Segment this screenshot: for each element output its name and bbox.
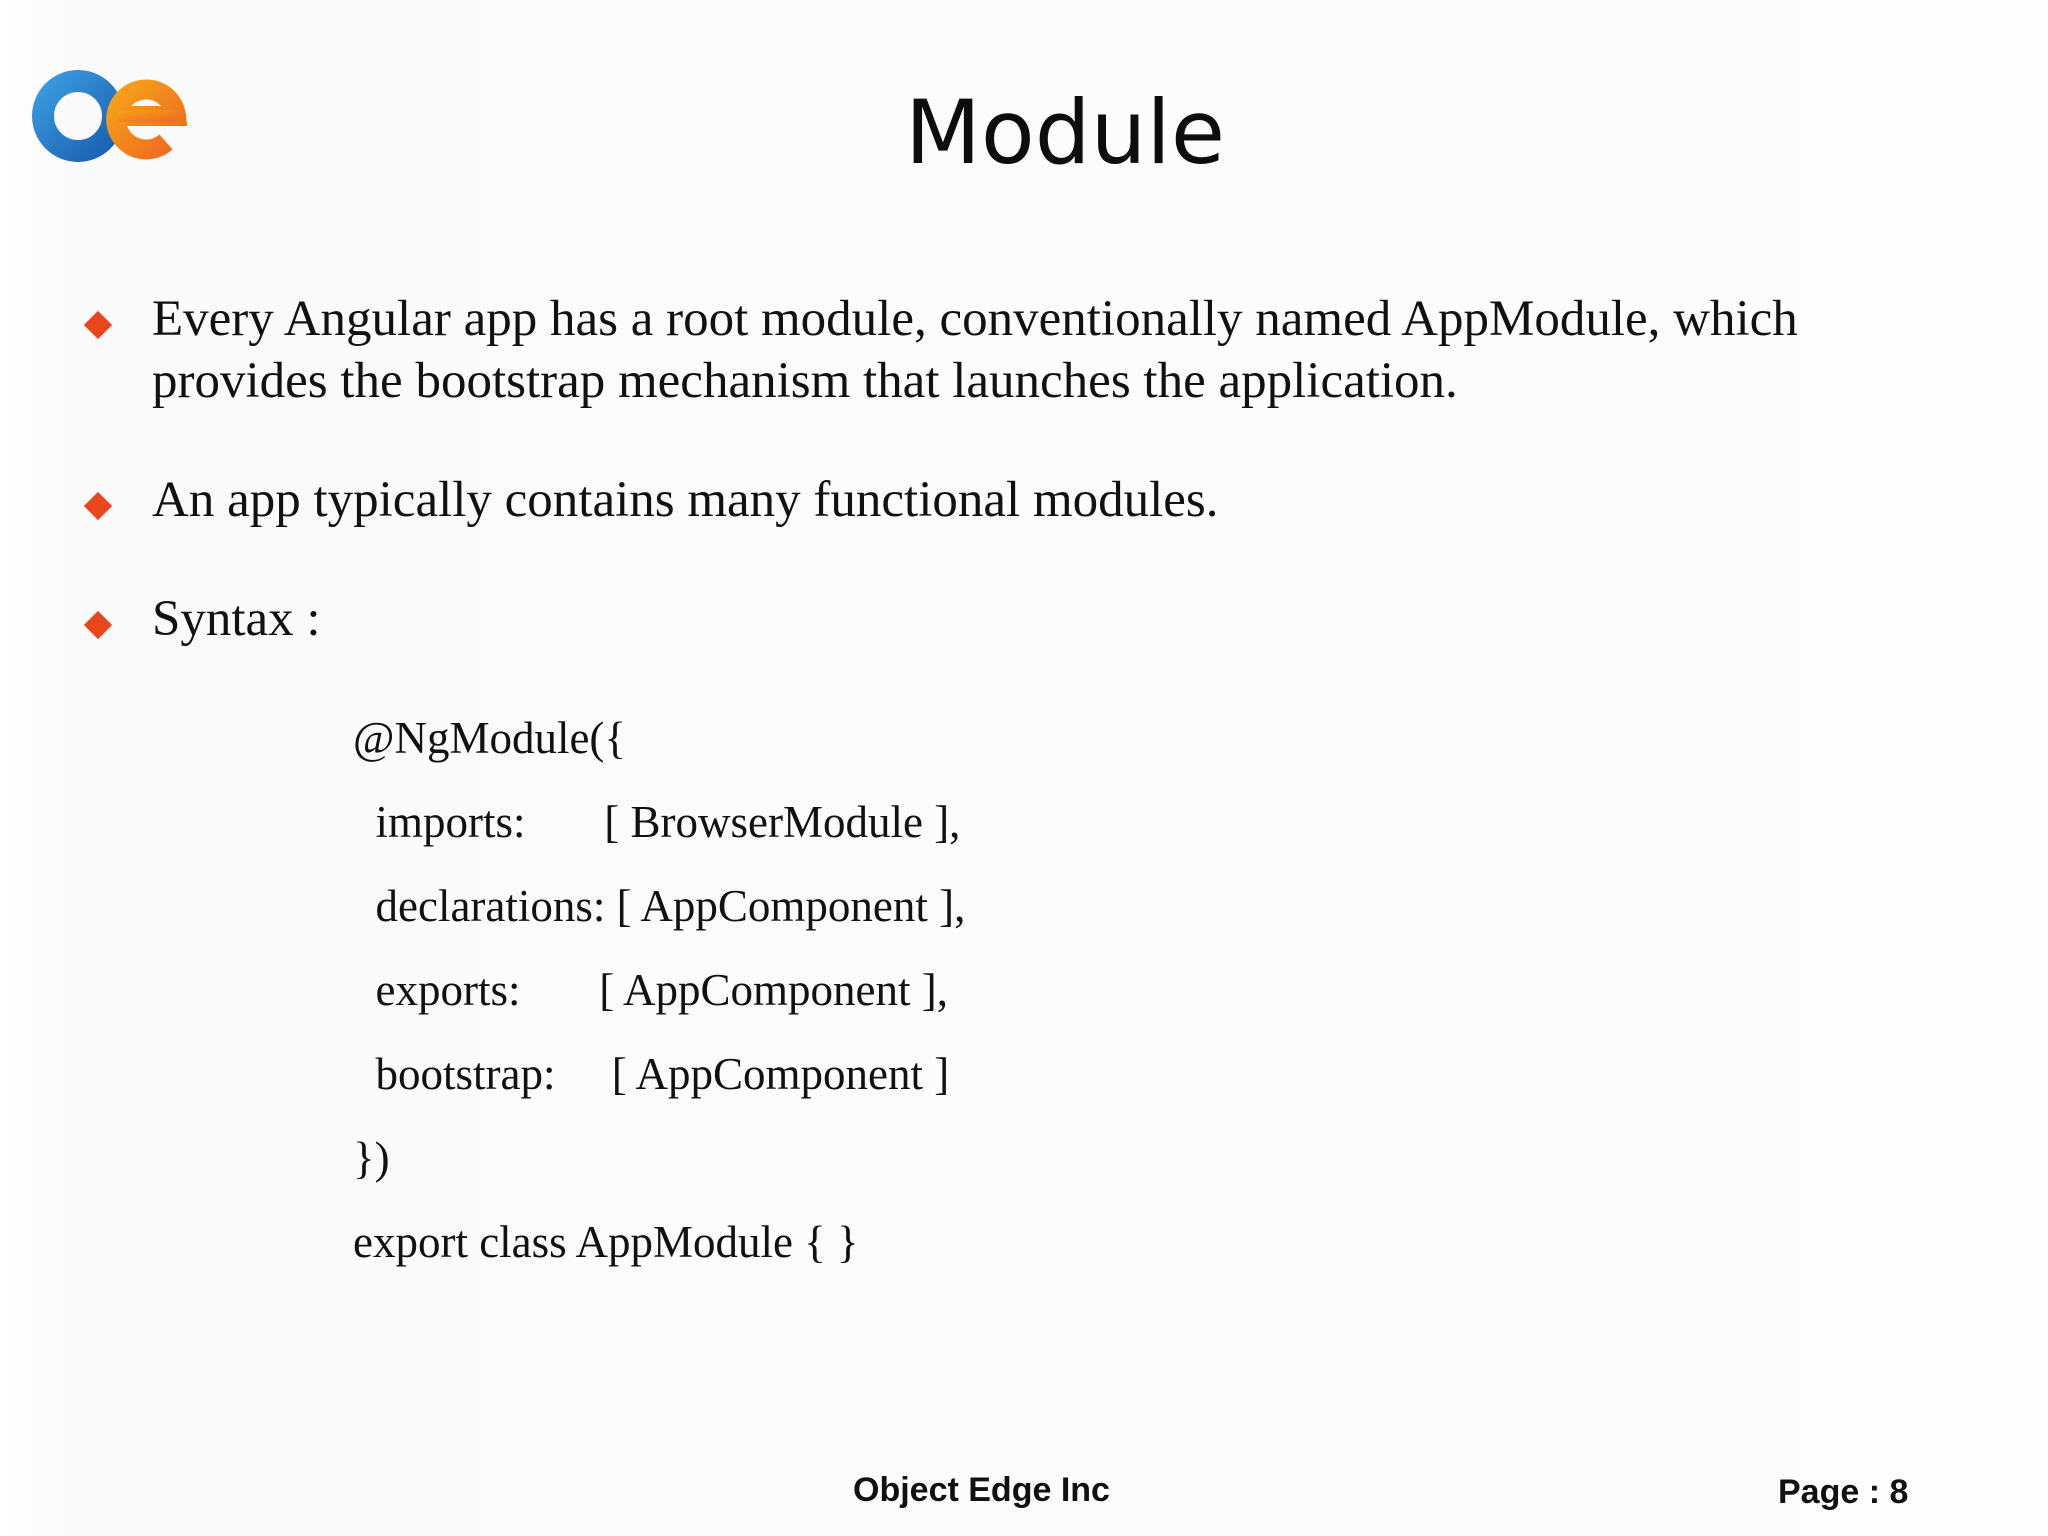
bullet-item — [84, 588, 1964, 650]
diamond-bullet-icon — [84, 611, 112, 639]
code-line: exports: [ AppComponent ], — [353, 965, 948, 1015]
bullet-item — [84, 288, 1964, 412]
footer-company-name: Object Edge Inc — [853, 1471, 1110, 1509]
slide-title: Module — [905, 81, 1225, 184]
bullet-text: Syntax : — [152, 591, 321, 647]
bullet-list — [84, 288, 1964, 650]
code-snippet — [353, 696, 965, 1284]
code-line: bootstrap: [ AppComponent ] — [353, 1049, 950, 1099]
code-line: declarations: [ AppComponent ], — [353, 881, 966, 931]
bullet-text: An app typically contains many functional modules. — [152, 472, 1219, 528]
bullet-text: Every Angular app has a root module, conventionally named AppModule, which provides the bootstrap mechanism that launches the application. — [152, 291, 1798, 409]
diamond-bullet-icon — [84, 311, 112, 339]
bullet-item — [84, 469, 1964, 531]
code-line: }) — [353, 1133, 390, 1183]
footer-page-number: Page : 8 — [1778, 1473, 1909, 1511]
diamond-bullet-icon — [84, 492, 112, 520]
code-line: @NgModule({ — [353, 713, 627, 763]
code-line: imports: [ BrowserModule ], — [353, 797, 961, 847]
code-line: export class AppModule { } — [353, 1217, 859, 1267]
